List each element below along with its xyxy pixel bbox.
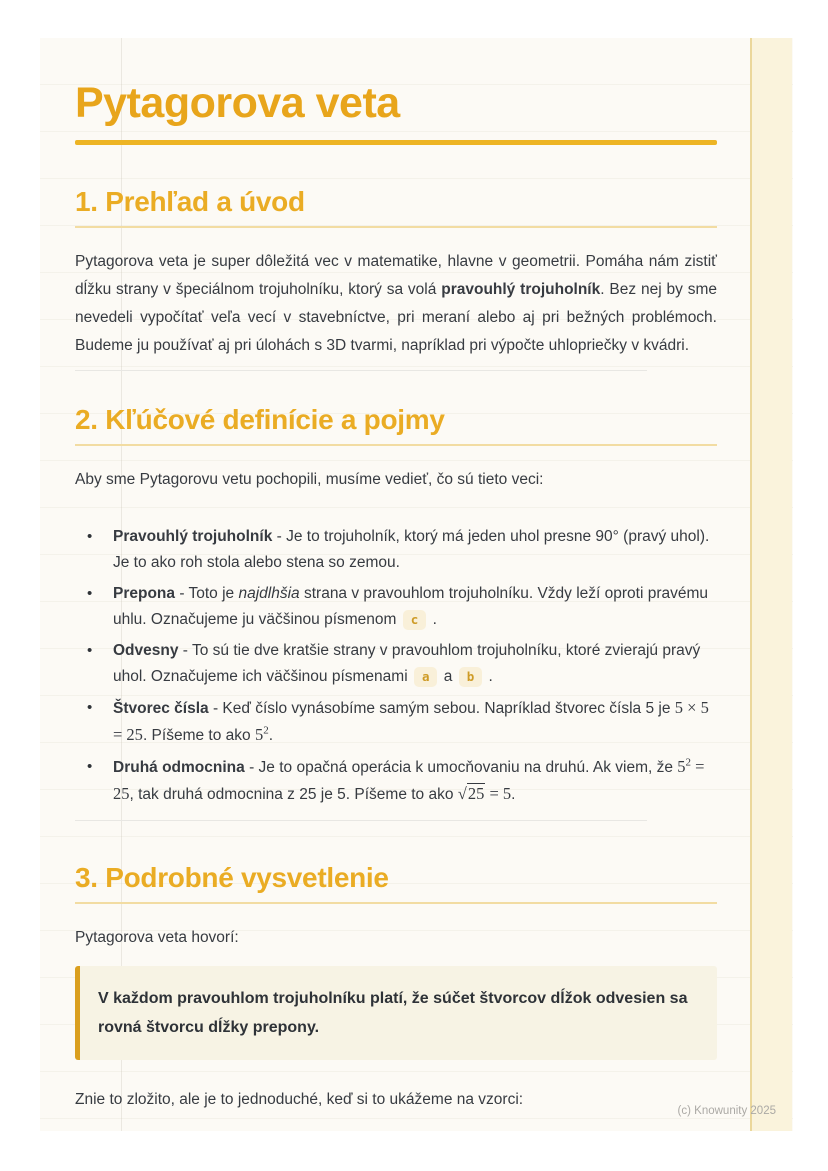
bullet-icon: • [87, 642, 93, 659]
page-margin-band [750, 38, 792, 1131]
bullet-icon: • [87, 528, 93, 545]
inline-code-c: c [403, 610, 427, 630]
definition-text: - Je to opačná operácia k umocňovaniu na druhú. Ak viem, že [244, 759, 678, 776]
list-item [75, 524, 717, 576]
list-item [75, 754, 717, 808]
list-item [75, 638, 717, 690]
document-content [75, 38, 717, 1114]
definition-text: . Píšeme to ako [142, 727, 255, 744]
definition-term: Odvesny [113, 642, 179, 659]
list-item [75, 695, 717, 749]
section-definitions [75, 405, 717, 808]
definition-term: Štvorec čísla [113, 700, 209, 717]
math-power [255, 725, 269, 744]
bold-term: pravouhlý trojuholník [441, 281, 601, 298]
page-title: Pytagorova veta [75, 79, 400, 127]
definition-term: Prepona [113, 585, 176, 602]
title-divider [75, 140, 717, 145]
definition-text: - Je to trojuholník, ktorý má jeden uhol presne 90° (pravý uhol). Je to ako roh stola alebo stena so zemou. [113, 528, 710, 571]
definition-term: Pravouhlý trojuholník [113, 528, 273, 545]
definitions-intro: Aby sme Pytagorovu vetu pochopili, musíme vedieť, čo sú tieto veci: [75, 471, 544, 488]
inline-code-b: b [459, 667, 483, 687]
section-overview [75, 187, 717, 360]
math-expression: 5 × 5 = 25 [113, 698, 709, 744]
math-exponent: 2 [263, 724, 269, 737]
explanation-lead: Pytagorova veta hovorí: [75, 929, 239, 946]
section-heading-2: 2. Kľúčové definície a pojmy [75, 405, 717, 446]
inline-code-a: a [414, 667, 438, 687]
definition-text: strana v pravouhlom trojuholníku. Vždy leží oproti pravému uhlu. Označujeme ju väčšinou písmenom [113, 585, 709, 628]
definition-text: . [428, 611, 437, 628]
definition-term: Druhá odmocnina [113, 759, 245, 776]
math-base: 5 [254, 725, 264, 744]
definitions-list [75, 524, 717, 808]
math-rest: = 25 [113, 757, 705, 803]
callout-box [75, 966, 717, 1060]
section-divider [75, 820, 647, 821]
definition-text: . [484, 668, 493, 685]
callout-text: V každom pravouhlom trojuholníku platí, že súčet štvorcov dĺžok odvesien sa rovná štvorcu dĺžky prepony. [98, 990, 688, 1036]
section-divider [75, 370, 647, 371]
intro-paragraph [75, 248, 717, 360]
list-item [75, 581, 717, 633]
definition-text: a [439, 668, 457, 685]
italic-word: najdlhšia [238, 585, 300, 602]
radicand: 25 [467, 784, 485, 803]
definition-text: - Toto je [175, 585, 239, 602]
sqrt-expression [458, 783, 511, 803]
math-base: 5 [677, 757, 686, 776]
definition-text: , tak druhá odmocnina z 25 je 5. Píšeme to ako [129, 786, 458, 803]
bullet-icon: • [87, 699, 93, 716]
paragraph-text: Pytagorova veta je super dôležitá vec v matematike, hlavne v geometrii. Pomáha nám zistiť dĺžku strany v špeciálnom trojuholníku, ktorý sa volá [75, 253, 717, 298]
bullet-icon: • [87, 758, 93, 775]
math-exponent: 2 [685, 756, 692, 769]
explanation-outro: Znie to zložito, ale je to jednoduché, keď si to ukážeme na vzorci: [75, 1091, 524, 1108]
definition-text: . [268, 727, 273, 744]
section-heading-3: 3. Podrobné vysvetlenie [75, 863, 717, 904]
footer-copyright: (c) Knowunity 2025 [677, 1105, 776, 1117]
document-page [40, 38, 793, 1131]
definition-text: - Keď číslo vynásobíme samým sebou. Napríklad štvorec čísla 5 je [208, 700, 675, 717]
definition-text: - To sú tie dve kratšie strany v pravouhlom trojuholníku, ktoré zvierajú pravý uhol. Označujeme ich väčšinou písmenami [113, 642, 701, 685]
radical-sign: √ [457, 784, 467, 803]
section-explanation [75, 863, 717, 1114]
paragraph-text: . Bez nej by sme nevedeli vypočítať veľa vecí v stavebníctve, pri meraní alebo aj pri bežných problémoch. Budeme ju používať aj pri úlohách s 3D tvarmi, napríklad pri výpočte uhlopriečky v kvádri. [75, 281, 718, 354]
definition-text: . [511, 786, 516, 803]
bullet-icon: • [87, 585, 93, 602]
math-rest: = 5 [485, 784, 512, 803]
section-heading-1: 1. Prehľad a úvod [75, 187, 717, 228]
